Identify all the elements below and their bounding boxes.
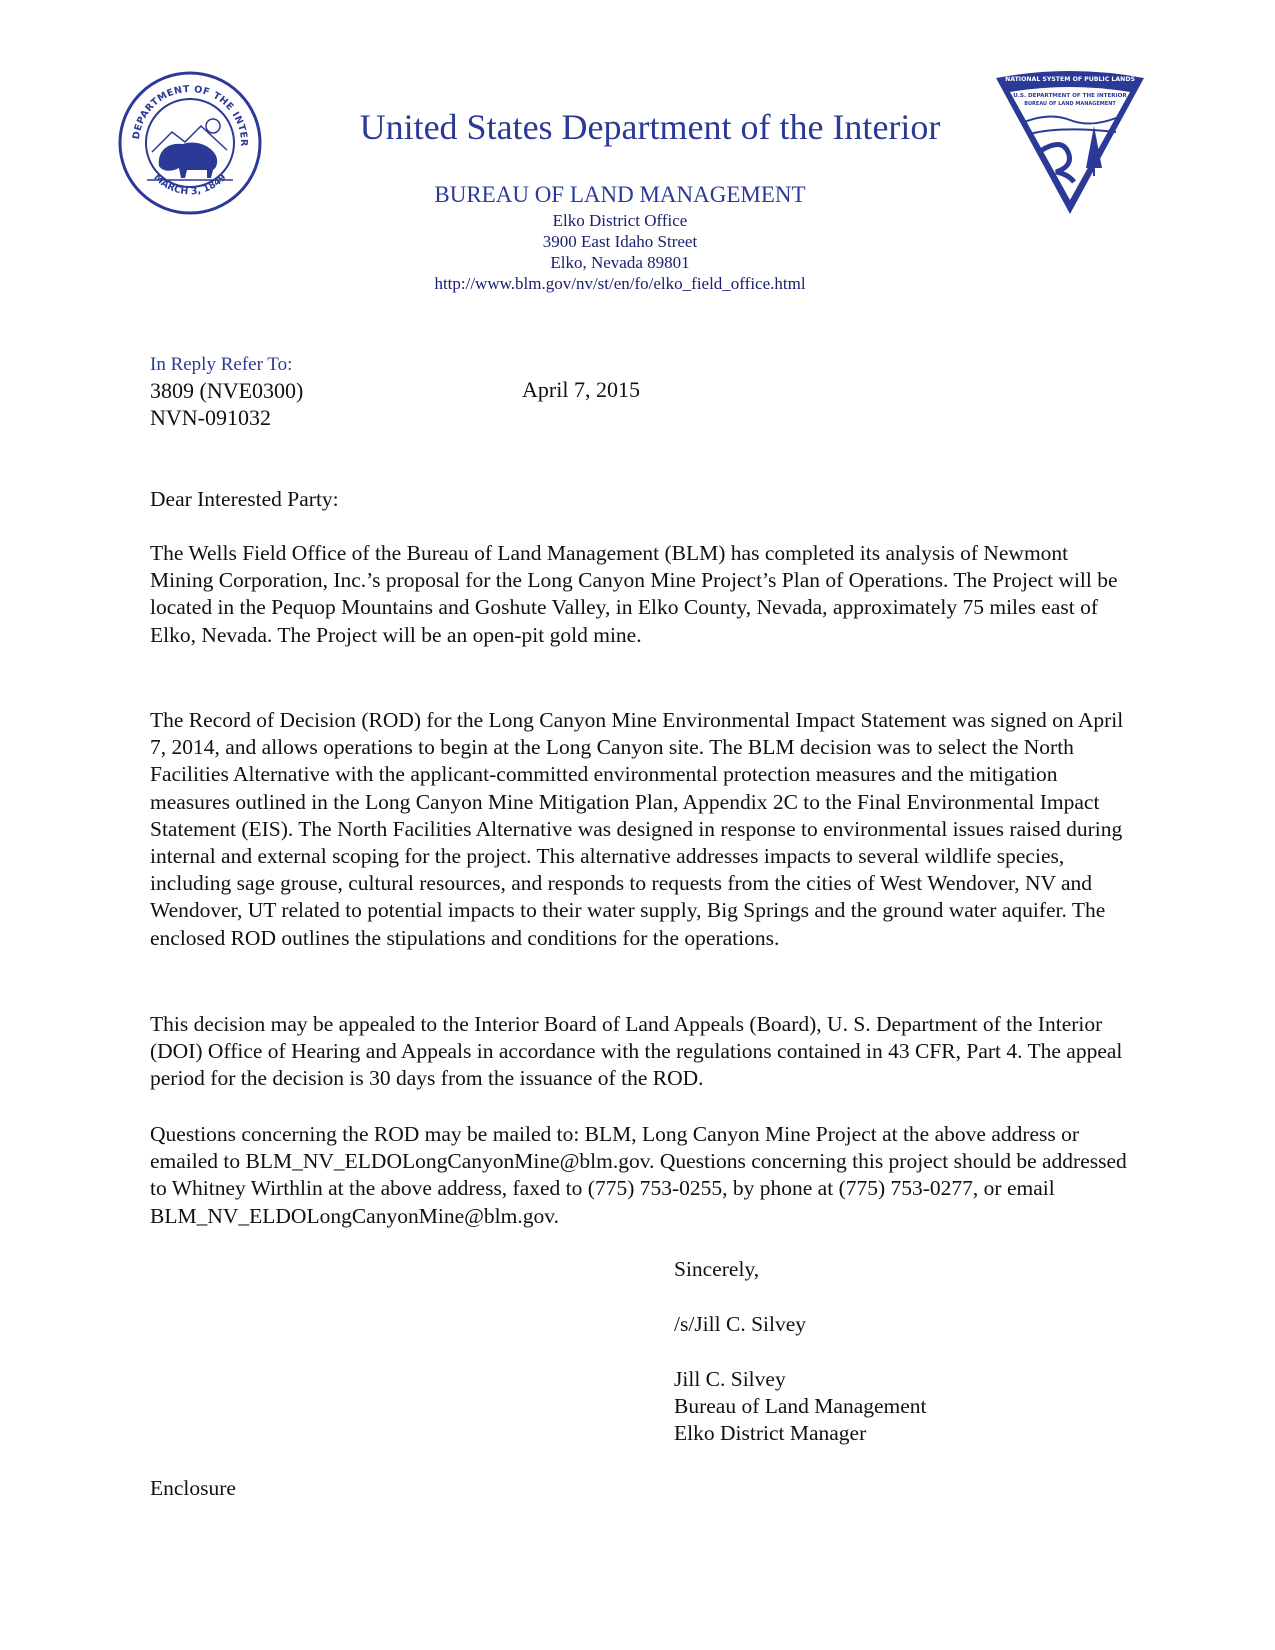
office-address xyxy=(380,210,860,294)
body-paragraph: The Wells Field Office of the Bureau of Land Management (BLM) has completed its analysis of Newmont Mining Corporation, Inc.’s proposal for the Long Canyon Mine Project’s Plan of Operations. The Project will be located in the Pequop Mountains and Goshute Valley, in Elko County, Nevada, approximately 75 miles east of Elko, Nevada. The Project will be an open-pit gold mine. xyxy=(150,541,1118,647)
salutation: Dear Interested Party: xyxy=(150,487,339,511)
svg-text:NATIONAL SYSTEM OF PUBLIC LAND: NATIONAL SYSTEM OF PUBLIC LANDS xyxy=(1005,76,1135,83)
office-street: 3900 East Idaho Street xyxy=(542,232,698,251)
office-city: Elko, Nevada 89801 xyxy=(550,253,690,272)
reference-code: NVN-091032 xyxy=(150,405,271,430)
electronic-signature: /s/Jill C. Silvey xyxy=(674,1312,807,1336)
signer-organization: Bureau of Land Management xyxy=(674,1394,927,1419)
signature-block xyxy=(674,1366,927,1448)
bureau-title: BUREAU OF LAND MANAGEMENT xyxy=(434,182,806,207)
signer-title: Elko District Manager xyxy=(674,1421,867,1446)
body-paragraph: This decision may be appealed to the Interior Board of Land Appeals (Board), U. S. Department of the Interior (DOI) Office of Hearing and Appeals in accordance with the regulations contained in 43 CFR, Part 4. The appeal period for the decision is 30 days from the issuance of the ROD. xyxy=(150,1012,1123,1091)
blm-logo xyxy=(990,68,1150,218)
enclosure-note: Enclosure xyxy=(150,1476,236,1500)
body-paragraph: The Record of Decision (ROD) for the Long Canyon Mine Environmental Impact Statement was signed on April 7, 2014, and allows operations to begin at the Long Canyon site. The BLM decision was to select the North Facilities Alternative with the applicant-committed environmental protection measures and the mitigation measures outlined in the Long Canyon Mine Mitigation Plan, Appendix 2C to the Final Environmental Impact Statement (EIS). The North Facilities Alternative was designed in response to environmental issues raised during internal and external scoping for the project. This alternative addresses impacts to several wildlife species, including sage grouse, cultural resources, and responds to requests from the cities of West Wendover, NV and Wendover, UT related to potential impacts to their water supply, Big Springs and the ground water aquifer. The enclosed ROD outlines the stipulations and conditions for the operations. xyxy=(150,708,1124,950)
office-name: Elko District Office xyxy=(552,211,688,230)
letter-date: April 7, 2015 xyxy=(522,377,640,402)
svg-text:BUREAU OF LAND MANAGEMENT: BUREAU OF LAND MANAGEMENT xyxy=(1024,101,1116,107)
svg-text:MARCH 3, 1849: MARCH 3, 1849 xyxy=(151,171,229,198)
office-url: http://www.blm.gov/nv/st/en/fo/elko_field_office.html xyxy=(434,274,806,293)
reference-code: 3809 (NVE0300) xyxy=(150,378,304,403)
body-paragraph: Questions concerning the ROD may be mailed to: BLM, Long Canyon Mine Project at the above address or emailed to BLM_NV_ELDOLongCanyonMine@blm.gov. Questions concerning this project should be addressed to Whitney Wirthlin at the above address, faxed to (775) 753-0255, by phone at (775) 753-0277, or email BLM_NV_ELDOLongCanyonMine@blm.gov. xyxy=(150,1122,1127,1228)
doi-seal-logo xyxy=(117,70,263,216)
signer-name: Jill C. Silvey xyxy=(674,1367,786,1391)
department-title: United States Department of the Interior xyxy=(359,107,941,147)
reply-refer-label: In Reply Refer To: xyxy=(150,354,293,375)
svg-text:U.S. DEPARTMENT OF THE INTERIO: DEPARTMENT OF THE INTER xyxy=(131,83,250,147)
reference-codes xyxy=(150,377,303,431)
svg-text:U.S. DEPARTMENT OF THE INTERIO: U.S. DEPARTMENT OF THE INTERIOR xyxy=(1013,93,1127,99)
closing: Sincerely, xyxy=(674,1257,760,1281)
